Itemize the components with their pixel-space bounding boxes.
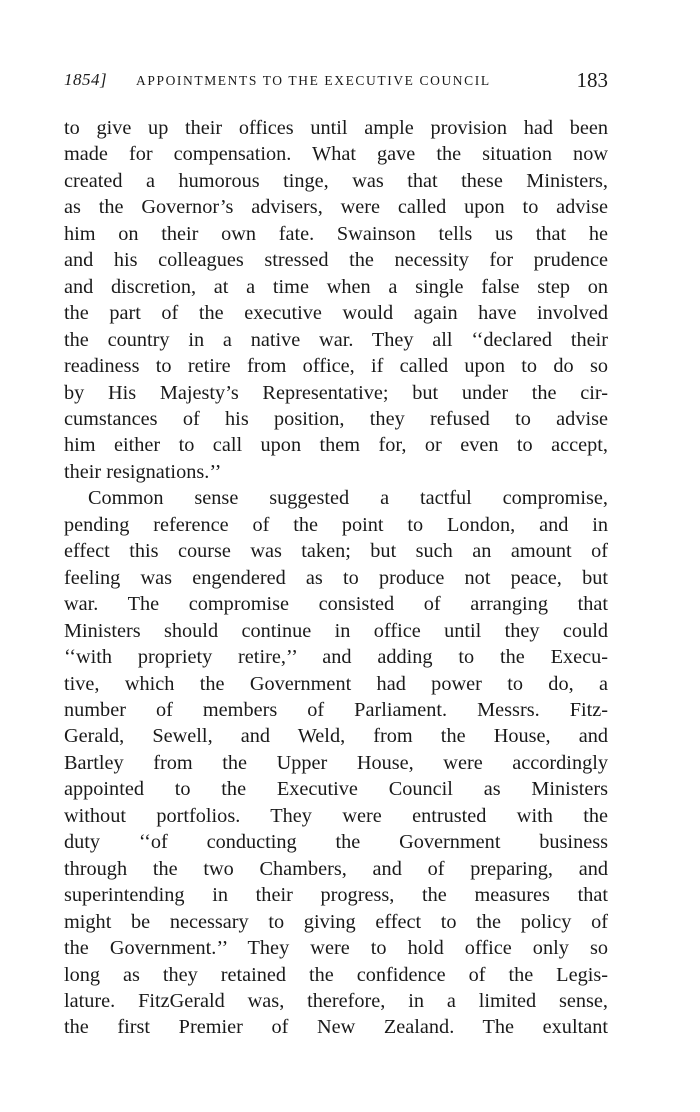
text-line: superintending in their progress, the measures that xyxy=(64,884,608,907)
running-head-year: 1854] xyxy=(64,70,108,89)
body-text xyxy=(64,115,608,1041)
text-line: as the Governor’s advisers, were called upon to advise xyxy=(64,196,608,219)
paragraph-1 xyxy=(64,115,608,485)
text-line: Gerald, Sewell, and Weld, from the House, and xyxy=(64,725,608,748)
text-line: tive, which the Government had power to do, a xyxy=(64,672,608,695)
text-line: might be necessary to giving effect to the policy of xyxy=(64,910,608,933)
paragraph-2 xyxy=(64,485,608,1041)
text-line: readiness to retire from office, if called upon to do so xyxy=(64,355,608,378)
text-line: duty ‘‘of conducting the Government business xyxy=(64,831,608,854)
text-line: and his colleagues stressed the necessity for prudence xyxy=(64,249,608,272)
text-line: through the two Chambers, and of preparing, and xyxy=(64,857,608,880)
text-line: him either to call upon them for, or even to accept, xyxy=(64,434,608,457)
text-line: lature. FitzGerald was, therefore, in a limited sense, xyxy=(64,989,608,1012)
text-line: him on their own fate. Swainson tells us that he xyxy=(64,222,608,245)
text-line: effect this course was taken; but such an amount of xyxy=(64,540,608,563)
text-line: to give up their offices until ample provision had been xyxy=(64,117,608,139)
text-line: the Government.’’ They were to hold office only so xyxy=(64,937,608,960)
text-line: war. The compromise consisted of arranging that xyxy=(64,593,608,616)
text-line: long as they retained the confidence of the Legis- xyxy=(64,963,608,986)
text-line: by His Majesty’s Representative; but under the cir- xyxy=(64,381,608,404)
text-line: without portfolios. They were entrusted with the xyxy=(64,804,608,827)
text-line: created a humorous tinge, was that these Ministers, xyxy=(64,169,608,192)
text-line: Common sense suggested a tactful compromise, xyxy=(88,487,608,510)
text-line: feeling was engendered as to produce not peace, but xyxy=(64,566,608,589)
text-line: the part of the executive would again have involved xyxy=(64,302,608,325)
text-line: and discretion, at a time when a single false step on xyxy=(64,275,608,298)
text-line: number of members of Parliament. Messrs. Fitz- xyxy=(64,698,608,721)
text-line: Bartley from the Upper House, were accordingly xyxy=(64,751,608,774)
text-line: the first Premier of New Zealand. The exultant xyxy=(64,1016,608,1039)
text-line: pending reference of the point to London, and in xyxy=(64,513,608,536)
text-line: their resignations.’’ xyxy=(64,460,222,483)
text-line: the country in a native war. They all ‘‘declared their xyxy=(64,328,608,351)
running-head-title: APPOINTMENTS TO THE EXECUTIVE COUNCIL xyxy=(136,73,491,88)
page-number: 183 xyxy=(576,68,608,92)
running-head xyxy=(64,68,608,96)
text-line: cumstances of his position, they refused to advise xyxy=(64,407,608,430)
text-line: made for compensation. What gave the situation now xyxy=(64,143,608,166)
text-line: ‘‘with propriety retire,’’ and adding to the Execu- xyxy=(64,646,608,669)
text-line: appointed to the Executive Council as Ministers xyxy=(64,778,608,801)
text-line: Ministers should continue in office until they could xyxy=(64,619,608,642)
